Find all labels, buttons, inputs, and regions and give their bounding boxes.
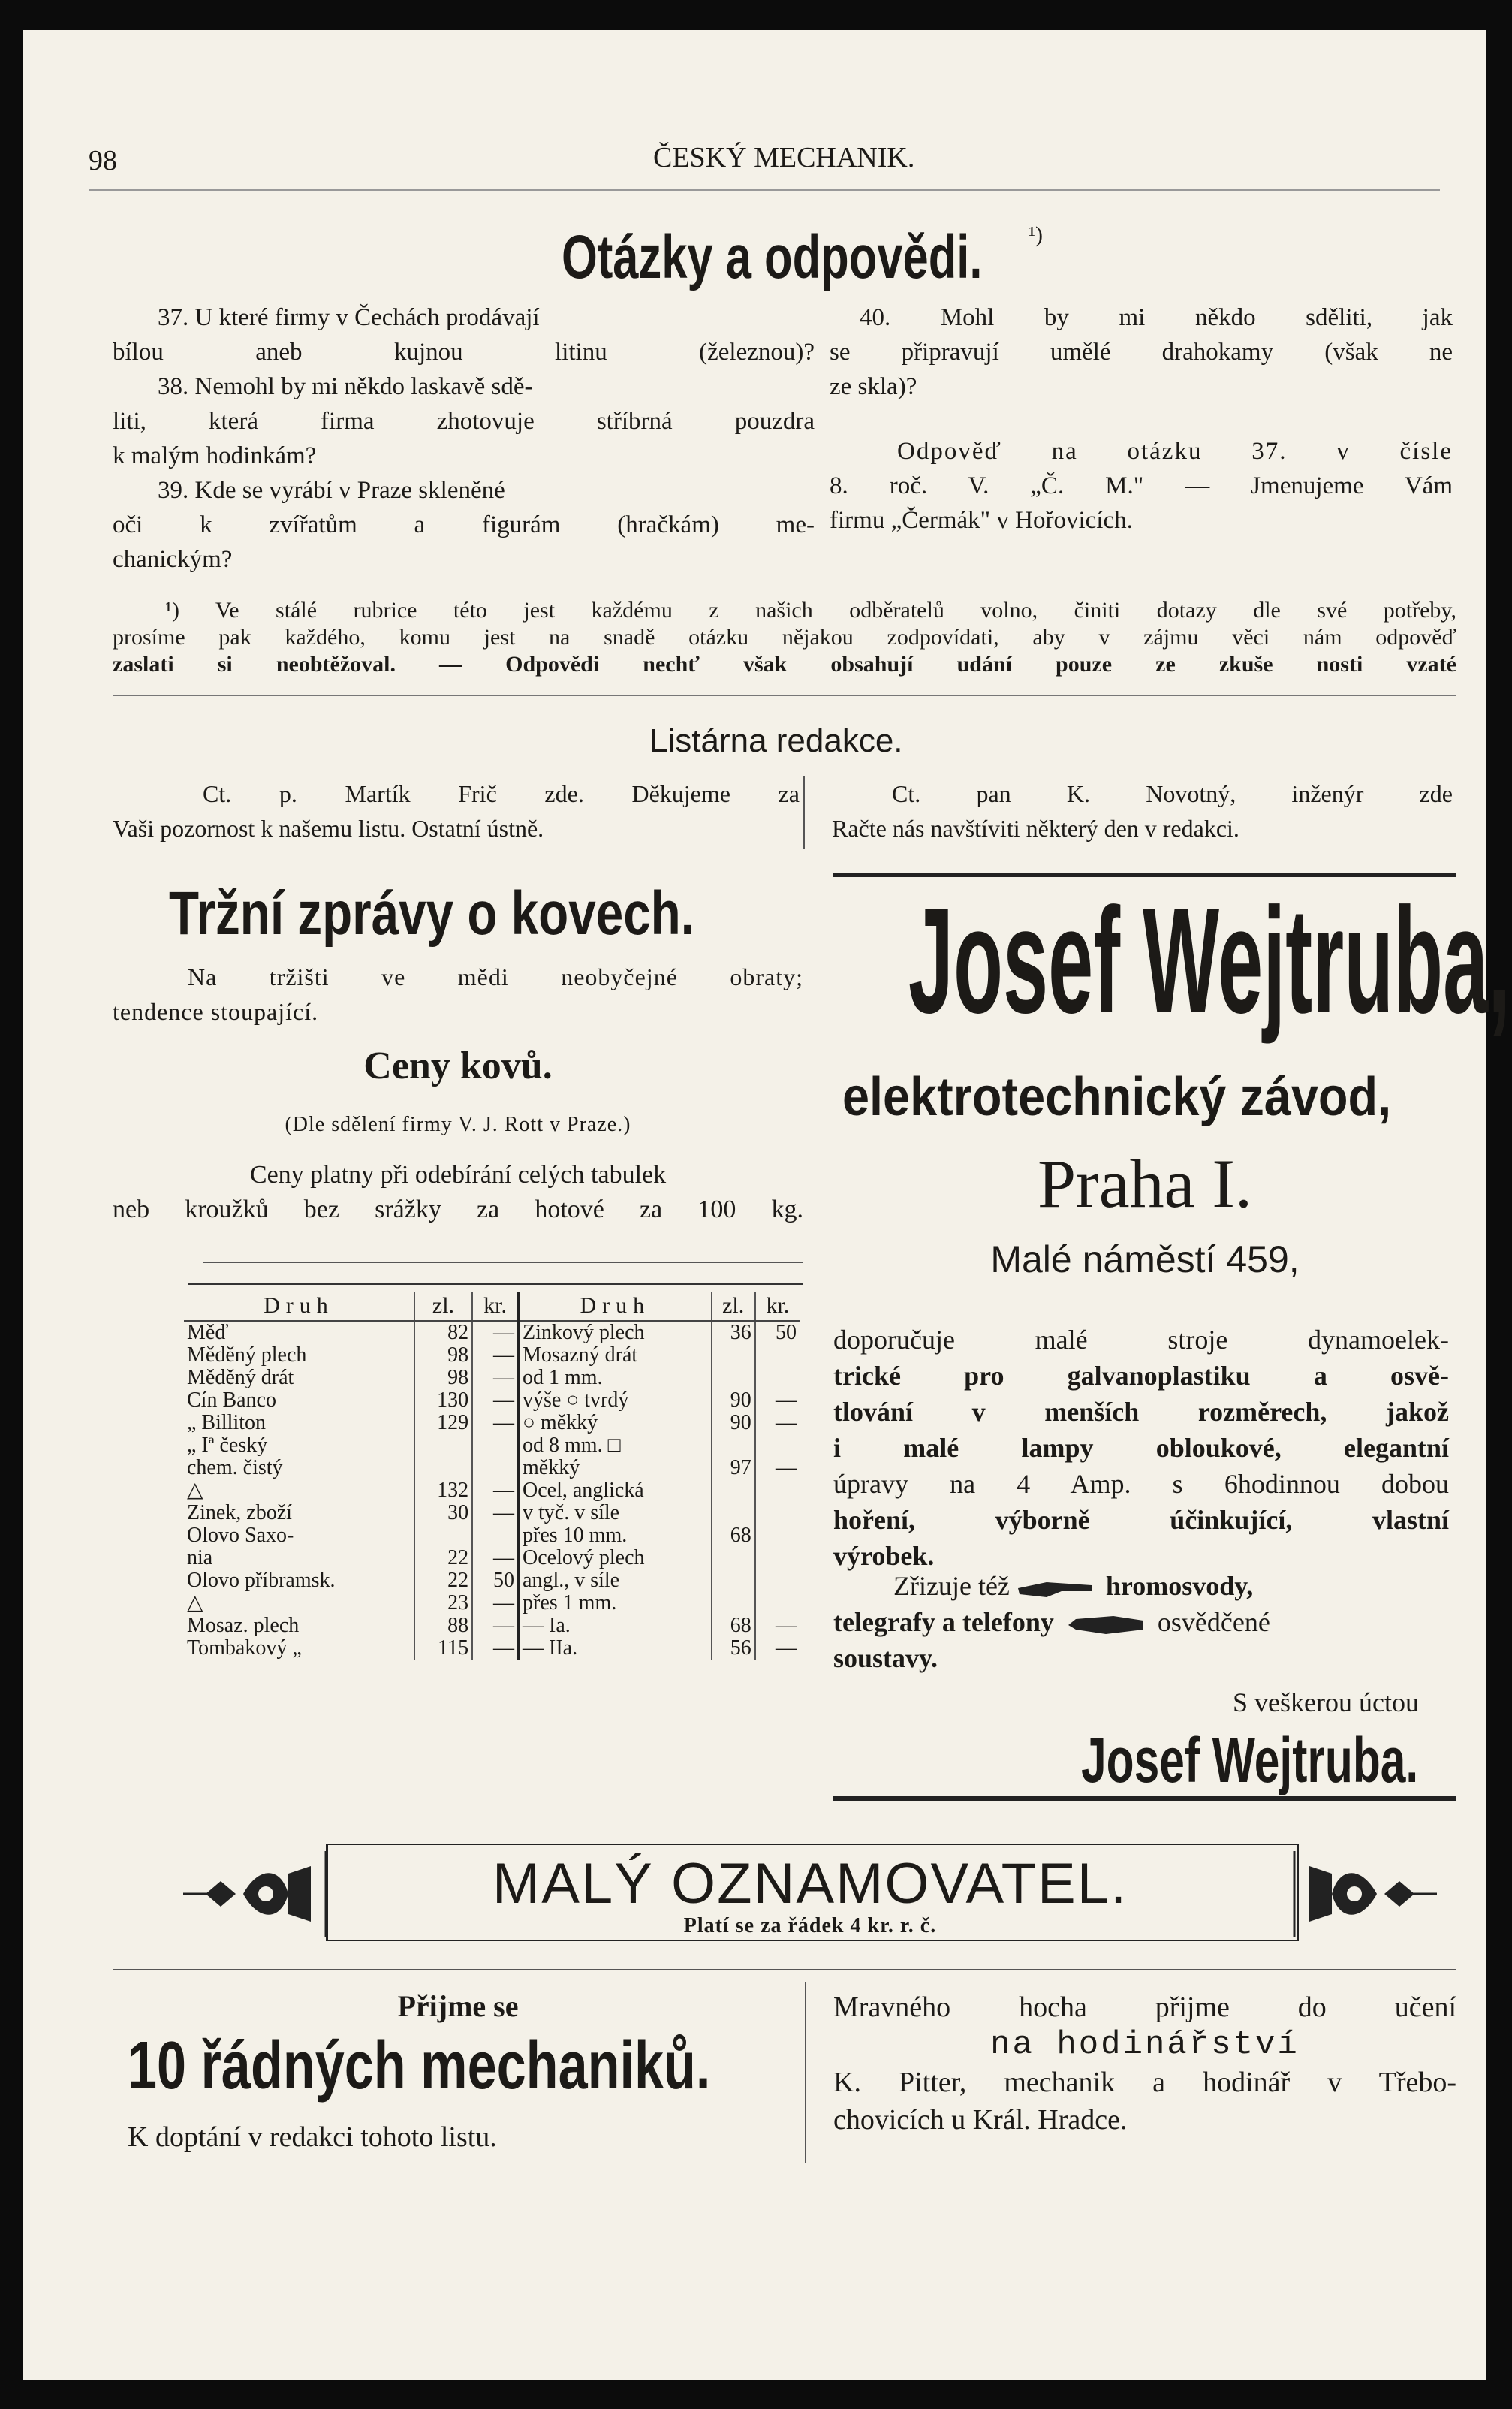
table-row	[184, 1412, 800, 1434]
table-row	[184, 1434, 800, 1457]
metal-name-right: Ocelový plech	[519, 1547, 712, 1569]
price-zl-left: 30	[414, 1502, 472, 1524]
price-zl-right: 56	[712, 1637, 755, 1660]
metal-name-left: Měděný drát	[187, 1366, 294, 1389]
table-row	[184, 1502, 800, 1524]
price-zl-right	[712, 1502, 755, 1524]
price-zl-left	[414, 1434, 472, 1457]
metal-name-right: výše ○ tvrdý	[519, 1389, 712, 1412]
pointing-hand-icon	[1017, 1578, 1099, 1600]
metal-name-right: angl., v síle	[519, 1569, 712, 1592]
qa-right-column: 40. Mohl by mi někdo sděliti, jak se připravují umělé drahokamy (však ne ze skla)? Odpověď na otázku 37. v čísle 8. roč. V. „Č. M." — Jmenujeme Vám firmu „Čermák" v Hořovicích.	[830, 304, 1453, 534]
ad-bottom-rule	[833, 1796, 1456, 1801]
metal-price-table: Druh zl. kr. Druh zl. kr. Měď 82 — Zinkový plech 36 50 Měděný plech 98 — Mosazný drát Měděný drát 98 — od 1 mm. Cín Banco 130 — výše ○ tvrdý 90 — „ Billiton 129 — ○ měkký 90 — „ Iª český od 8 mm. □ chem. čistý měkký 97 — △ 132 — Ocel, anglická Zinek, zboží 30 — v tyč. v síle Olovo Saxo- přes 10 mm. 68 nia 22 — Ocelový plech Olovo příbramsk. 22 50 angl., v síle △ 23 — přes 1 mm. Mosaz. plech 88 — — Ia. 68 — Tombakový „ 115 — — IIa. 56 —	[184, 1292, 800, 1660]
metal-name-left: „ Billiton	[187, 1411, 266, 1434]
qa-rule	[113, 695, 1456, 696]
metal-name-left: Tombakový „	[187, 1636, 302, 1660]
ad-subtitle: elektrotechnický závod,	[842, 1067, 1392, 1127]
metal-name-right: měkký	[519, 1457, 712, 1479]
ornament-left-icon	[176, 1844, 333, 1944]
price-kr-right	[755, 1547, 800, 1569]
qa-footnote: ¹) Ve stálé rubrice této jest každému z našich odběratelů volno, činiti dotazy dle své potřeby, prosíme pak každého, komu jest na snadě otázku nějakou zodpovídati, aby v zájmu věci nám odpověď zaslati si neobtěžoval. — Odpovědi nechť však obsahují udání pouze ze zkuše nosti vzaté	[113, 598, 1456, 677]
price-kr-left: —	[472, 1502, 518, 1524]
price-kr-left	[472, 1434, 518, 1457]
market-title-wrap	[169, 879, 826, 949]
pointing-hand-icon-2	[1061, 1612, 1151, 1639]
metal-name-left: Měděný plech	[187, 1343, 307, 1367]
price-kr-left: —	[472, 1344, 518, 1367]
ad-name-wrap	[908, 879, 1512, 1044]
table-row	[184, 1592, 800, 1615]
table-row	[184, 1389, 800, 1412]
price-kr-right: —	[755, 1389, 800, 1412]
price-kr-right	[755, 1569, 800, 1592]
price-kr-left: —	[472, 1592, 518, 1615]
mechanics-line2: K doptání v redakci tohoto listu.	[128, 2121, 497, 2153]
ad-signature-wrap	[1081, 1724, 1512, 1797]
listarna-title: Listárna redakce.	[649, 722, 903, 759]
price-zl-right: 90	[712, 1412, 755, 1434]
price-kr-right	[755, 1367, 800, 1389]
price-zl-left: 98	[414, 1367, 472, 1389]
price-kr-right	[755, 1434, 800, 1457]
price-zl-right	[712, 1434, 755, 1457]
price-kr-right	[755, 1502, 800, 1524]
price-kr-right: —	[755, 1615, 800, 1637]
price-kr-right: 50	[755, 1321, 800, 1344]
qa-title-note: ¹)	[1029, 222, 1043, 247]
price-kr-right	[755, 1479, 800, 1502]
price-zl-left: 115	[414, 1637, 472, 1660]
price-zl-left: 23	[414, 1592, 472, 1615]
ad-city: Praha I.	[1037, 1145, 1253, 1222]
price-zl-left: 129	[414, 1412, 472, 1434]
price-zl-right	[712, 1569, 755, 1592]
table-row	[184, 1615, 800, 1637]
price-zl-left	[414, 1457, 472, 1479]
price-kr-right: —	[755, 1412, 800, 1434]
table-row	[184, 1457, 800, 1479]
metal-name-left: Měď	[187, 1321, 229, 1344]
price-zl-left: 130	[414, 1389, 472, 1412]
ad-company-name: Josef Wejtruba,	[908, 877, 1511, 1045]
table-row	[184, 1367, 800, 1389]
price-kr-right: —	[755, 1457, 800, 1479]
metal-name-left: Cín Banco	[187, 1388, 276, 1412]
price-kr-left: —	[472, 1637, 518, 1660]
header-rule	[89, 189, 1440, 191]
price-zl-left	[414, 1524, 472, 1547]
journal-title: ČESKÝ MECHANIK.	[653, 142, 915, 173]
table-row	[184, 1569, 800, 1592]
ad-address: Malé náměstí 459,	[990, 1238, 1300, 1280]
listarna-left: Ct. p. Martík Frič zde. Děkujeme za Vaši pozornost k našemu listu. Ostatní ústně.	[113, 780, 800, 842]
classified-banner	[176, 1844, 1444, 1944]
newspaper-page	[23, 30, 1511, 2380]
price-zl-right	[712, 1592, 755, 1615]
price-zl-left: 82	[414, 1321, 472, 1344]
market-prices-title: Ceny kovů.	[363, 1045, 553, 1087]
metal-name-left: Olovo příbramsk.	[187, 1569, 336, 1592]
price-kr-right: —	[755, 1637, 800, 1660]
price-kr-left: —	[472, 1615, 518, 1637]
mechanics-headline: 10 řádných mechaniků.	[128, 2028, 711, 2103]
ornament-right-icon	[1287, 1844, 1444, 1944]
price-zl-right	[712, 1479, 755, 1502]
price-kr-left	[472, 1524, 518, 1547]
metal-name-right: od 8 mm. □	[519, 1434, 712, 1457]
table-row	[184, 1344, 800, 1367]
metal-name-right: od 1 mm.	[519, 1367, 712, 1389]
page-number: 98	[89, 145, 117, 176]
market-title: Tržní zprávy o kovech.	[169, 879, 694, 948]
metal-name-left: Zinek, zboží	[187, 1501, 292, 1524]
metal-name-right: Zinkový plech	[519, 1321, 712, 1344]
table-row	[184, 1321, 800, 1344]
listarna-divider	[803, 776, 805, 849]
metal-name-right: Ocel, anglická	[519, 1479, 712, 1502]
metal-name-right: přes 1 mm.	[519, 1592, 712, 1615]
price-zl-right: 68	[712, 1524, 755, 1547]
metal-name-right: — Ia.	[519, 1615, 712, 1637]
metal-name-left: „ Iª český	[187, 1434, 268, 1457]
market-rule	[203, 1262, 803, 1263]
ad-closing: S veškerou úctou	[1233, 1687, 1419, 1717]
price-kr-left: —	[472, 1367, 518, 1389]
metal-table-body	[184, 1321, 800, 1660]
classified-title: MALÝ OZNAMOVATEL.	[492, 1852, 1128, 1916]
pitter-ad: Mravného hocha přijme do učení na hodinářství K. Pitter, mechanik a hodinář v Třebo- chovicích u Král. Hradce.	[833, 1991, 1456, 2136]
metal-name-left: △	[187, 1479, 203, 1502]
price-zl-right: 68	[712, 1615, 755, 1637]
metal-name-left: nia	[187, 1546, 213, 1569]
table-row	[184, 1479, 800, 1502]
price-zl-left: 22	[414, 1547, 472, 1569]
price-zl-right	[712, 1344, 755, 1367]
metal-name-left: △	[187, 1591, 203, 1615]
metal-name-right: — IIa.	[519, 1637, 712, 1660]
price-zl-right	[712, 1367, 755, 1389]
metal-name-left: Mosaz. plech	[187, 1614, 300, 1637]
table-row	[184, 1637, 800, 1660]
price-kr-left: —	[472, 1321, 518, 1344]
mechanics-headline-wrap	[128, 2028, 875, 2105]
price-zl-right: 97	[712, 1457, 755, 1479]
price-kr-left: —	[472, 1479, 518, 1502]
price-kr-right	[755, 1592, 800, 1615]
price-kr-left: —	[472, 1412, 518, 1434]
classified-price: Platí se za řádek 4 kr. r. č.	[683, 1914, 937, 1937]
table-row	[184, 1524, 800, 1547]
listarna-right: Ct. pan K. Novotný, inženýr zde Račte nás navštíviti některý den v redakci.	[832, 780, 1453, 842]
qa-left-column: 37. U které firmy v Čechách prodávají bílou aneb kujnou litinu (železnou)? 38. Nemohl by mi někdo laskavě sdě- liti, která firma zhotovuje stříbrná pouzdra k malým hodinkám? 39. Kde se vyrábí v Praze skleněné oči k zvířatům a figurám (hračkám) me- chanickým?	[113, 304, 815, 573]
price-kr-right	[755, 1524, 800, 1547]
table-top-rule	[188, 1283, 803, 1285]
market-note: Ceny platny při odebírání celých tabulek neb kroužků bez srážky za hotové za 100 kg.	[113, 1161, 803, 1223]
metal-name-right: Mosazný drát	[519, 1344, 712, 1367]
ad-subtitle-wrap	[842, 1066, 1452, 1128]
qa-title: Otázky a odpovědi.	[562, 223, 983, 291]
table-row	[184, 1547, 800, 1569]
price-kr-left: —	[472, 1389, 518, 1412]
price-zl-right: 36	[712, 1321, 755, 1344]
classified-rule	[113, 1969, 1456, 1970]
bottom-divider	[805, 1982, 806, 2163]
price-kr-left: —	[472, 1547, 518, 1569]
metal-name-right: přes 10 mm.	[519, 1524, 712, 1547]
ad-extra: Zřizuje též hromosvody, telegrafy a telefony osvědčené soustavy.	[833, 1571, 1270, 1673]
market-source: (Dle sdělení firmy V. J. Rott v Praze.)	[285, 1113, 631, 1136]
price-kr-left	[472, 1457, 518, 1479]
mechanics-line1: Přijme se	[397, 1989, 519, 2023]
price-kr-right	[755, 1344, 800, 1367]
price-zl-left: 88	[414, 1615, 472, 1637]
market-intro: Na tržišti ve mědi neobyčejné obraty; tendence stoupající.	[113, 963, 803, 1025]
metal-name-right: ○ měkký	[519, 1412, 712, 1434]
price-zl-left: 22	[414, 1569, 472, 1592]
price-zl-left: 98	[414, 1344, 472, 1367]
metal-name-right: v tyč. v síle	[519, 1502, 712, 1524]
ad-body: doporučuje malé stroje dynamoelek- trické pro galvanoplastiku a osvě- tlování v menších rozměrech, jakož i malé lampy obloukové, elegantní úpravy na 4 Amp. s 6hodinnou dobou hoření, výborně účinkující, vlastní výrobek.	[833, 1325, 1449, 1571]
price-zl-left: 132	[414, 1479, 472, 1502]
metal-name-left: chem. čistý	[187, 1456, 283, 1479]
price-kr-left: 50	[472, 1569, 518, 1592]
price-zl-right	[712, 1547, 755, 1569]
price-zl-right: 90	[712, 1389, 755, 1412]
metal-name-left: Olovo Saxo-	[187, 1524, 294, 1547]
ad-signature: Josef Wejtruba.	[1081, 1725, 1419, 1795]
